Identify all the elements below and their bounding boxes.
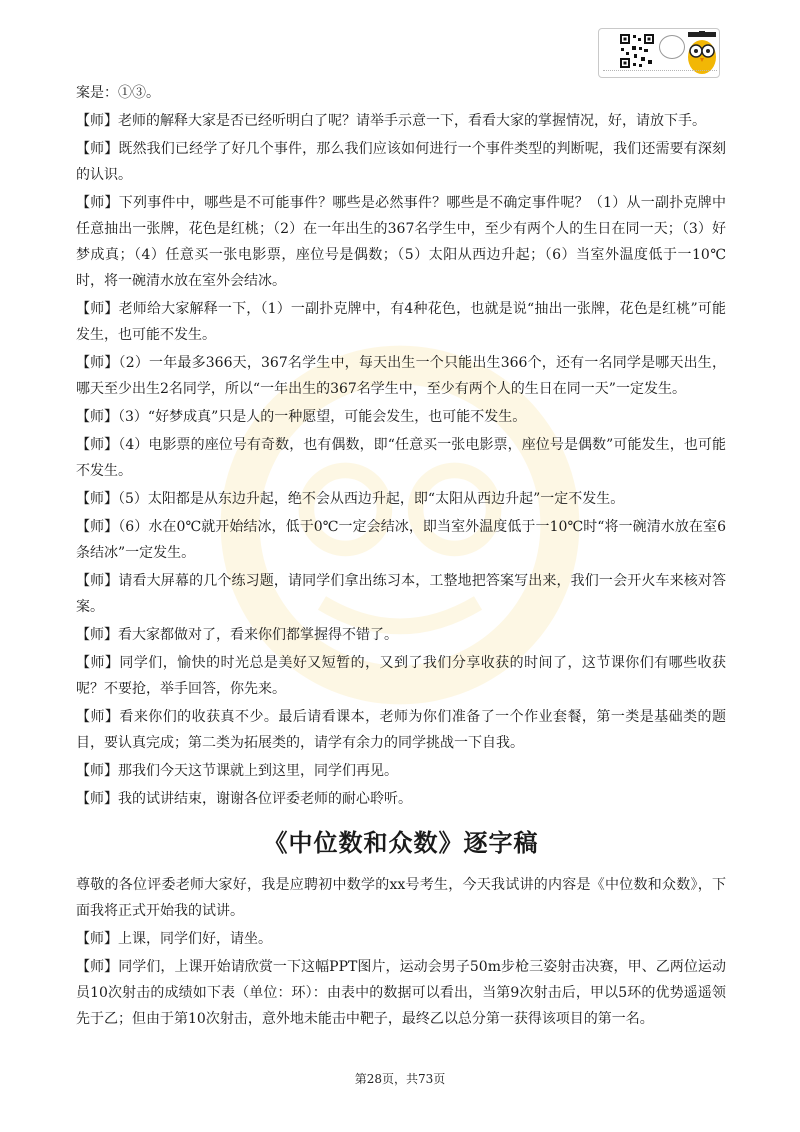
- speech-bubble: [659, 35, 685, 59]
- paragraph: 【师】同学们，上课开始请欣赏一下这幅PPT图片，运动会男子50m步枪三姿射击决赛，甲、乙两位运动员10次射击的成绩如下表（单位：环）：由表中的数据可以看出，当第9次射击后，甲以5环的优势遥遥领先于乙；但由于第10次射击，意外地未能击中靶子，最终乙以总分第一获得该项目的第一名。: [76, 959, 726, 1027]
- paragraph: 【师】上课，同学们好，请坐。: [76, 931, 272, 947]
- paragraph: 【师】老师给大家解释一下，（1）一副扑克牌中，有4种花色，也就是说“抽出一张牌，花色是红桃”可能发生，也可能不发生。: [76, 301, 726, 343]
- paragraph: 【师】看来你们的收获真不少。最后请看课本，老师为你们准备了一个作业套餐，第一类是基础类的题目，要认真完成；第二类为拓展类的，请学有余力的同学挑战一下自我。: [76, 709, 726, 751]
- paragraph: 【师】我的试讲结束，谢谢各位评委老师的耐心聆听。: [76, 791, 412, 807]
- document-body: [76, 80, 726, 1034]
- paragraph: 【师】请看大屏幕的几个练习题，请同学们拿出练习本，工整地把答案写出来，我们一会开火车来核对答案。: [76, 573, 726, 615]
- paragraph: 【师】下列事件中，哪些是不可能事件？哪些是必然事件？哪些是不确定事件呢？（1）从一副扑克牌中任意抽出一张牌，花色是红桃；（2）在一年出生的367名学生中，至少有两个人的生日在同一天；（3）好梦成真；（4）任意买一张电影票，座位号是偶数；（5）太阳从西边升起；（6）当室外温度低于一10℃时，将一碗清水放在室外会结冰。: [76, 195, 726, 289]
- owl-mascot-icon: [685, 31, 719, 75]
- paragraph: 【师】（6）水在0℃就开始结冰，低于0℃一定会结冰，即当室外温度低于一10℃时“将一碗清水放在室6条结冰”一定发生。: [76, 519, 726, 561]
- paragraph: 【师】（3）“好梦成真”只是人的一种愿望，可能会发生，也可能不发生。: [76, 409, 527, 425]
- page-footer: 第28页，共73页: [354, 1072, 446, 1086]
- section-title: 《中位数和众数》逐字稿: [263, 829, 539, 857]
- header-badge: [598, 28, 720, 78]
- paragraph: 【师】老师的解释大家是否已经听明白了呢？请举手示意一下，看看大家的掌握情况，好，请放下手。: [76, 113, 706, 129]
- paragraph: 【师】那我们今天这节课就上到这里，同学们再见。: [76, 763, 398, 779]
- paragraph: 【师】同学们，愉快的时光总是美好又短暂的，又到了我们分享收获的时间了，这节课你们有哪些收获呢？不要抢，举手回答，你先来。: [76, 655, 726, 697]
- paragraph: 【师】（4）电影票的座位号有奇数，也有偶数，即“任意买一张电影票，座位号是偶数”可能发生，也可能不发生。: [76, 437, 726, 479]
- paragraph: 尊敬的各位评委老师大家好，我是应聘初中数学的xx号考生，今天我试讲的内容是《中位数和众数》，下面我将正式开始我的试讲。: [76, 877, 726, 919]
- paragraph: 案是：①③。: [76, 85, 160, 101]
- paragraph: 【师】既然我们已经学了好几个事件，那么我们应该如何进行一个事件类型的判断呢，我们还需要有深刻的认识。: [76, 141, 726, 183]
- paragraph: 【师】看大家都做对了，看来你们都掌握得不错了。: [76, 627, 398, 643]
- badge-caption-line: [603, 70, 717, 75]
- qr-code-icon: [619, 33, 655, 69]
- paragraph: 【师】（5）太阳都是从东边升起，绝不会从西边升起，即“太阳从西边升起”一定不发生。: [76, 491, 625, 507]
- paragraph: 【师】（2）一年最多366天，367名学生中，每天出生一个只能出生366个，还有一名同学是哪天出生，哪天至少出生2名同学，所以“一年出生的367名学生中，至少有两个人的生日在同一天”一定发生。: [76, 355, 726, 397]
